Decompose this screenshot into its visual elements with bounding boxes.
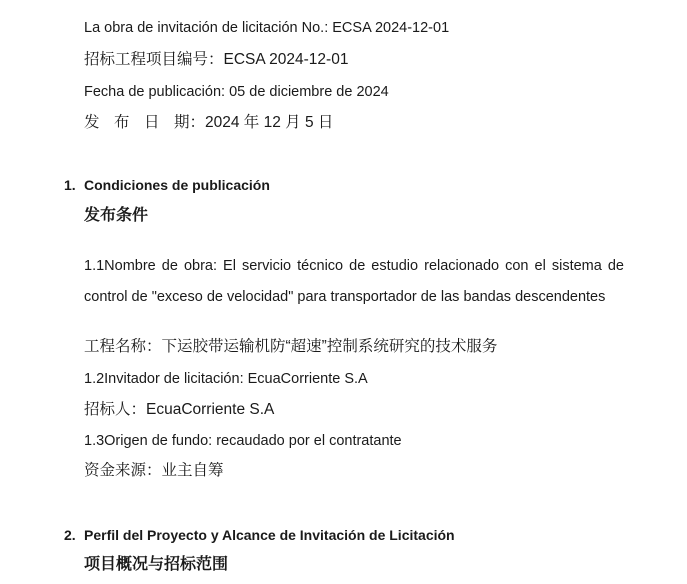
section-1-number: 1. [64, 177, 76, 193]
section-1-title-es: Condiciones de publicación [84, 177, 270, 193]
publication-date-cn-char-2: 布 [114, 114, 130, 131]
item-1-1-es: 1.1Nombre de obra: El servicio técnico de estudio relacionado con el sistema de control de "exceso de velocidad" para transportador de las bandas descendentes [84, 258, 624, 305]
section-1-heading [64, 175, 270, 195]
item-1-1-cn: 工程名称：下运胶带运输机防“超速”控制系统研究的技术服务 [84, 338, 498, 355]
item-1-3-es: 1.3Origen de fundo: recaudado por el contratante [84, 433, 402, 449]
section-2-title-cn: 项目概况与招标范围 [84, 556, 229, 573]
item-1-3-cn: 资金来源：业主自筹 [84, 462, 224, 479]
publication-date-cn-value: 2024 年 12 月 5 日 [205, 114, 334, 131]
section-1-title-cn: 发布条件 [84, 207, 149, 224]
section-2-title-es: Perfil del Proyecto y Alcance de Invitación de Licitación [84, 527, 455, 543]
publication-date-cn-char-4: 期： [174, 114, 206, 131]
item-1-2-es: 1.2Invitador de licitación: EcuaCorriente S.A [84, 371, 368, 387]
publication-date-es: Fecha de publicación: 05 de diciembre de 2024 [84, 84, 389, 100]
publication-date-cn-char-3: 日 [144, 114, 160, 131]
tender-number-cn: 招标工程项目编号：ECSA 2024-12-01 [84, 51, 349, 68]
item-1-2-cn: 招标人：EcuaCorriente S.A [84, 401, 275, 418]
section-2-heading [64, 525, 455, 545]
section-2-number: 2. [64, 527, 76, 543]
tender-number-es: La obra de invitación de licitación No.: ECSA 2024-12-01 [84, 20, 450, 36]
publication-date-cn-char-1: 发 [84, 114, 100, 131]
publication-date-cn [84, 113, 333, 133]
